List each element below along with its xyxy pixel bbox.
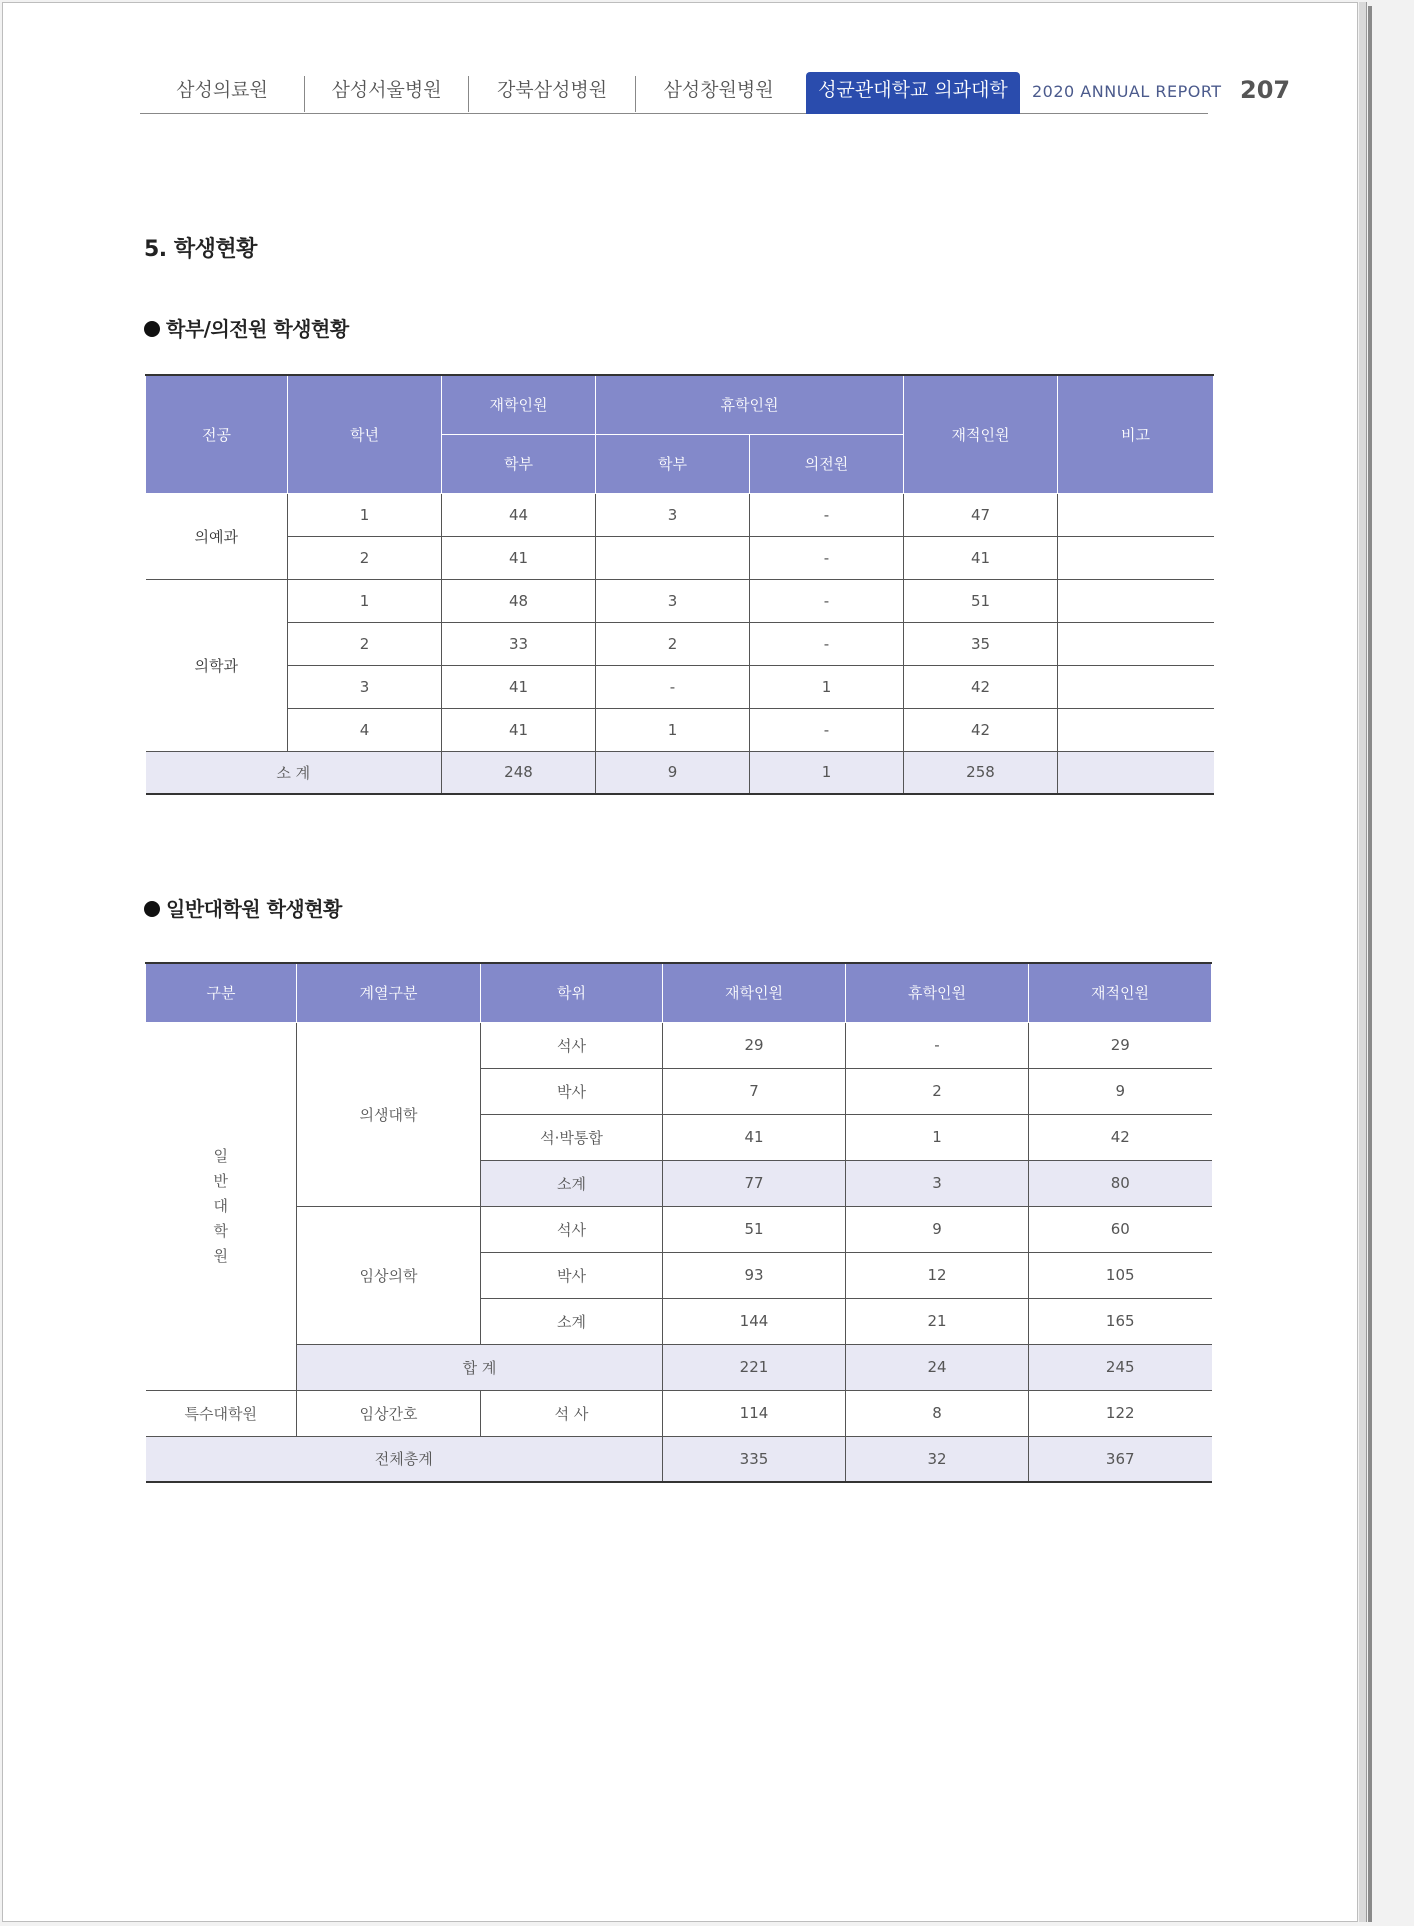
cell — [1058, 708, 1214, 751]
cell: 소계 — [481, 1298, 663, 1344]
table-row — [146, 665, 1214, 708]
subtotal-row — [146, 751, 1214, 794]
cell: 1 — [288, 579, 442, 622]
cell: 42 — [904, 665, 1058, 708]
cell: 33 — [442, 622, 596, 665]
cell: 8 — [846, 1390, 1029, 1436]
header-registered: 재적인원 — [1029, 963, 1212, 1022]
cell: 41 — [904, 536, 1058, 579]
tab-kangbuk-samsung-hospital[interactable]: 강북삼성병원 — [496, 79, 608, 101]
cell: 2 — [846, 1068, 1029, 1114]
cell: 2 — [288, 536, 442, 579]
table-row — [146, 1206, 1212, 1252]
cell — [1058, 579, 1214, 622]
graduate-student-table — [145, 962, 1212, 1483]
table1-title: 학부/의전원 학생현황 — [166, 317, 349, 341]
cell: 144 — [663, 1298, 846, 1344]
section-title: 5. 학생현황 — [144, 237, 257, 262]
cell: - — [750, 493, 904, 536]
cell: 41 — [442, 665, 596, 708]
division-cell: 의생대학 — [297, 1022, 481, 1206]
cell: 41 — [442, 536, 596, 579]
cell: 41 — [663, 1114, 846, 1160]
cell: 소계 — [481, 1160, 663, 1206]
header-division: 계열구분 — [297, 963, 481, 1022]
cell: 122 — [1029, 1390, 1212, 1436]
category-char: 대 — [213, 1196, 228, 1215]
cell: 1 — [750, 751, 904, 794]
cell: 114 — [663, 1390, 846, 1436]
page-edge — [1359, 2, 1367, 1922]
cell: 258 — [904, 751, 1058, 794]
cell: 47 — [904, 493, 1058, 536]
cell: 21 — [846, 1298, 1029, 1344]
cell: 석·박통합 — [481, 1114, 663, 1160]
table-row — [146, 1022, 1212, 1068]
table-row — [146, 579, 1214, 622]
page-number: 207 — [1240, 76, 1291, 104]
header-enrolled: 재학인원 — [663, 963, 846, 1022]
cell — [1058, 536, 1214, 579]
cell: 3 — [846, 1160, 1029, 1206]
category-char: 반 — [213, 1171, 228, 1190]
header-enrolled-undergrad: 학부 — [442, 434, 596, 493]
cell: 93 — [663, 1252, 846, 1298]
header-registered: 재적인원 — [904, 375, 1058, 493]
cell: 7 — [663, 1068, 846, 1114]
table-row — [146, 622, 1214, 665]
cell: - — [750, 622, 904, 665]
tab-skku-medicine[interactable]: 성균관대학교 의과대학 — [806, 72, 1020, 114]
cell: 24 — [846, 1344, 1029, 1390]
header-enrolled: 재학인원 — [442, 375, 596, 434]
grand-total-row — [146, 1436, 1212, 1482]
cell: 3 — [288, 665, 442, 708]
sum-label: 합 계 — [297, 1344, 663, 1390]
cell: 335 — [663, 1436, 846, 1482]
page-edge-shadow — [1368, 6, 1372, 1922]
cell: 석사 — [481, 1022, 663, 1068]
subtotal-label: 소 계 — [146, 751, 442, 794]
cell: 3 — [596, 493, 750, 536]
header-category: 구분 — [146, 963, 297, 1022]
cell: 32 — [846, 1436, 1029, 1482]
cell: 77 — [663, 1160, 846, 1206]
header-leave: 휴학인원 — [596, 375, 904, 434]
cell — [1058, 622, 1214, 665]
cell: 51 — [663, 1206, 846, 1252]
cell: 42 — [904, 708, 1058, 751]
category-char: 원 — [213, 1246, 228, 1265]
cell: 221 — [663, 1344, 846, 1390]
sum-row — [146, 1344, 1212, 1390]
cell: 35 — [904, 622, 1058, 665]
cell: 105 — [1029, 1252, 1212, 1298]
cell: 41 — [442, 708, 596, 751]
cell: 51 — [904, 579, 1058, 622]
cell: 12 — [846, 1252, 1029, 1298]
grand-total-label: 전체총계 — [146, 1436, 663, 1482]
header-leave: 휴학인원 — [846, 963, 1029, 1022]
cell: 245 — [1029, 1344, 1212, 1390]
category-char: 일 — [213, 1146, 228, 1165]
cell: 9 — [1029, 1068, 1212, 1114]
cell: 1 — [596, 708, 750, 751]
division-cell: 임상간호 — [297, 1390, 481, 1436]
cell: 2 — [596, 622, 750, 665]
cell: 44 — [442, 493, 596, 536]
cell: 4 — [288, 708, 442, 751]
category-cell: 특수대학원 — [146, 1390, 297, 1436]
table-row — [146, 708, 1214, 751]
cell: 165 — [1029, 1298, 1212, 1344]
header-leave-grad: 의전원 — [750, 434, 904, 493]
cell — [596, 536, 750, 579]
cell: 석 사 — [481, 1390, 663, 1436]
cell: 석사 — [481, 1206, 663, 1252]
header-degree: 학위 — [481, 963, 663, 1022]
cell: 3 — [596, 579, 750, 622]
cell: 박사 — [481, 1068, 663, 1114]
tab-samsung-changwon-hospital[interactable]: 삼성창원병원 — [663, 79, 774, 101]
header-leave-undergrad: 학부 — [596, 434, 750, 493]
header-note: 비고 — [1058, 375, 1214, 493]
table1-heading — [144, 313, 349, 342]
table2-heading — [144, 893, 342, 922]
table-row — [146, 536, 1214, 579]
cell: 1 — [750, 665, 904, 708]
table2-title: 일반대학원 학생현황 — [166, 897, 342, 921]
bullet-icon — [144, 321, 160, 337]
cell: 9 — [596, 751, 750, 794]
division-cell: 임상의학 — [297, 1206, 481, 1344]
cell: 60 — [1029, 1206, 1212, 1252]
major-cell: 의학과 — [146, 579, 288, 751]
table-row — [146, 1390, 1212, 1436]
tab-samsung-seoul-hospital[interactable]: 삼성서울병원 — [331, 79, 442, 101]
cell: - — [846, 1022, 1029, 1068]
cell — [1058, 665, 1214, 708]
cell: - — [596, 665, 750, 708]
cell: 2 — [288, 622, 442, 665]
cell: 42 — [1029, 1114, 1212, 1160]
cell: 80 — [1029, 1160, 1212, 1206]
header-major: 전공 — [146, 375, 288, 493]
cell: 48 — [442, 579, 596, 622]
tab-samsung-medical-center[interactable]: 삼성의료원 — [176, 79, 268, 101]
cell: 1 — [846, 1114, 1029, 1160]
cell: 367 — [1029, 1436, 1212, 1482]
category-cell-grad-school — [146, 1022, 297, 1390]
report-label: 2020 ANNUAL REPORT — [1032, 82, 1222, 101]
header-year: 학년 — [288, 375, 442, 493]
undergrad-student-table — [145, 374, 1214, 795]
cell: - — [750, 579, 904, 622]
cell: - — [750, 536, 904, 579]
cell — [1058, 751, 1214, 794]
cell: 1 — [288, 493, 442, 536]
cell: 박사 — [481, 1252, 663, 1298]
cell: 29 — [663, 1022, 846, 1068]
cell: 29 — [1029, 1022, 1212, 1068]
category-char: 학 — [213, 1221, 228, 1240]
bullet-icon — [144, 901, 160, 917]
cell: 248 — [442, 751, 596, 794]
table-row — [146, 493, 1214, 536]
major-cell: 의예과 — [146, 493, 288, 579]
cell — [1058, 493, 1214, 536]
cell: - — [750, 708, 904, 751]
cell: 9 — [846, 1206, 1029, 1252]
